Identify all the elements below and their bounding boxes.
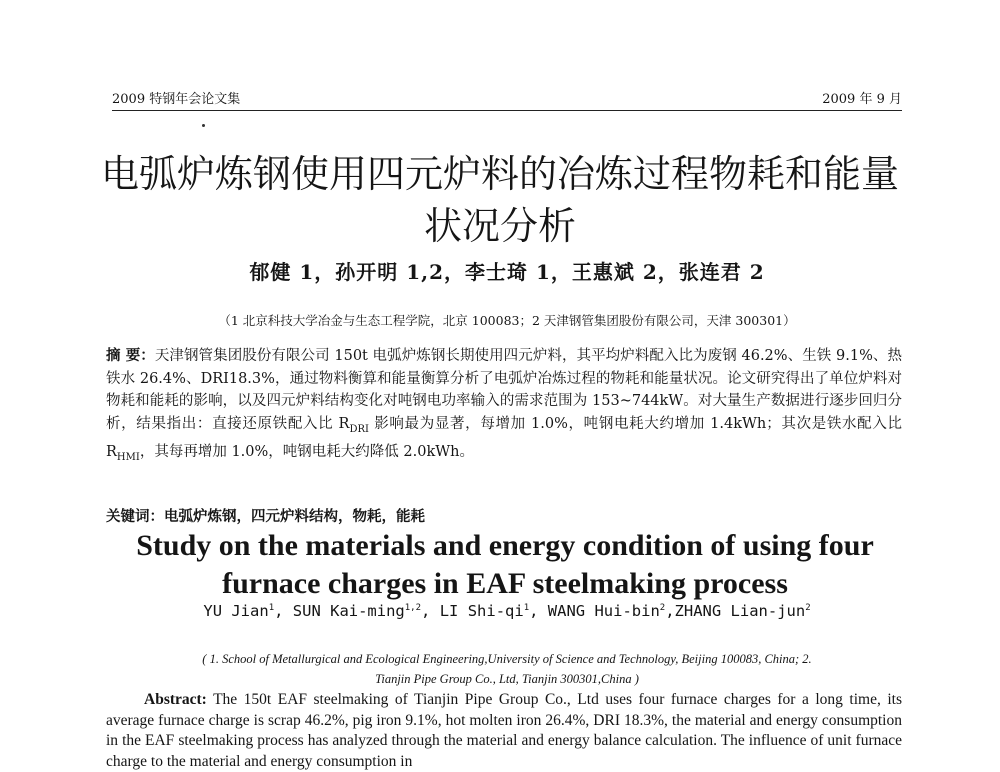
header-journal: 2009 特钢年会论文集 [112,92,241,107]
en-abstract-label: Abstract: [144,691,207,708]
english-title [90,527,920,603]
running-header [112,86,902,111]
header-date: 2009 年 9 月 [822,92,902,107]
en-author: YU Jian$^1$, [203,602,293,620]
keywords-label: 关键词： [106,508,164,525]
en-author: WANG Hui-bin$^2$, [547,602,675,620]
en-affil-line-1: ( 1. School of Metallurgical and Ecological Engineering,University of Science and Technology, Beijing 100083, China; 2. [202,652,812,666]
keywords-value: 电弧炉炼钢，四元炉料结构，物耗，能耗 [164,508,425,525]
abstract-text-3: ，其每再增加 1.0%，吨钢电耗大约降低 2.0kWh。 [139,443,474,460]
abstract-sub-dri: DRI [349,423,369,435]
english-authors [112,602,902,620]
abstract-cn [106,345,902,469]
en-author: SUN Kai-ming$^{1,2}$, [292,602,440,620]
english-affiliation [112,649,902,689]
title-line-2: 状况分析 [423,204,576,248]
en-abstract-text: The 150t EAF steelmaking of Tianjin Pipe Group Co., Ltd uses four furnace charges for a long time, its average furnace charge is scrap 46.2%, pig iron 9.1%, hot molten iron 26.4%, DRI 18.3%, the material and energy consumption in the EAF steelmaking process has analyzed through the material and energy balance calculation. The influence of unit furnace charge to the material and energy consumption in [106,691,902,770]
author-list: 郁健 1，孙开明 1,2，李士琦 1，王惠斌 2，张连君 2 [249,260,765,284]
affiliation: （1 北京科技大学冶金与生态工程学院，北京 100083；2 天津钢管集团股份有限公司，天津 300301） [218,313,796,328]
title-line-1: 电弧炉炼钢使用四元炉料的冶炼过程物耗和能量 [100,152,899,196]
en-title-line-2: furnace charges in EAF steelmaking process [222,567,788,600]
abstract-label: 摘 要： [106,347,155,364]
keywords [106,505,902,526]
en-author: LI Shi-$qi^1$, [439,602,548,620]
en-author: ZHANG Lian-jun$^2$ [674,602,811,620]
abstract-text-1: 天津钢管集团股份有限公司 150t 电弧炉炼钢长期使用四元炉料，其平均炉料配入比为废钢 46.2%、生铁 9.1%、热铁水 26.4%、DRI18.3%，通过物料衡算和能量衡算分析了电弧炉冶炼过程的物耗和能量状况。论文研究得出了单位炉料对物耗和能耗的影响，以及四元炉料结构变化对吨钢电功率输入的需求范围为 153~744kW。对大量生产数据进行逐步回归分析，结果指出：直接还原铁配入比 R [106,348,902,432]
en-title-line-1: Study on the materials and energy condition of using four [136,529,874,562]
en-affil-line-2: Tianjin Pipe Group Co., Ltd, Tianjin 300301,China ) [375,672,639,686]
stray-dot [202,124,205,127]
abstract-text-2: 影响最为显著，每增加 1.0%，吨钢电耗大约增加 1.4kWh；其次是铁水配入比 R [106,415,902,460]
abstract-sub-hmi: HMI [116,451,140,463]
paper-title [70,148,930,252]
